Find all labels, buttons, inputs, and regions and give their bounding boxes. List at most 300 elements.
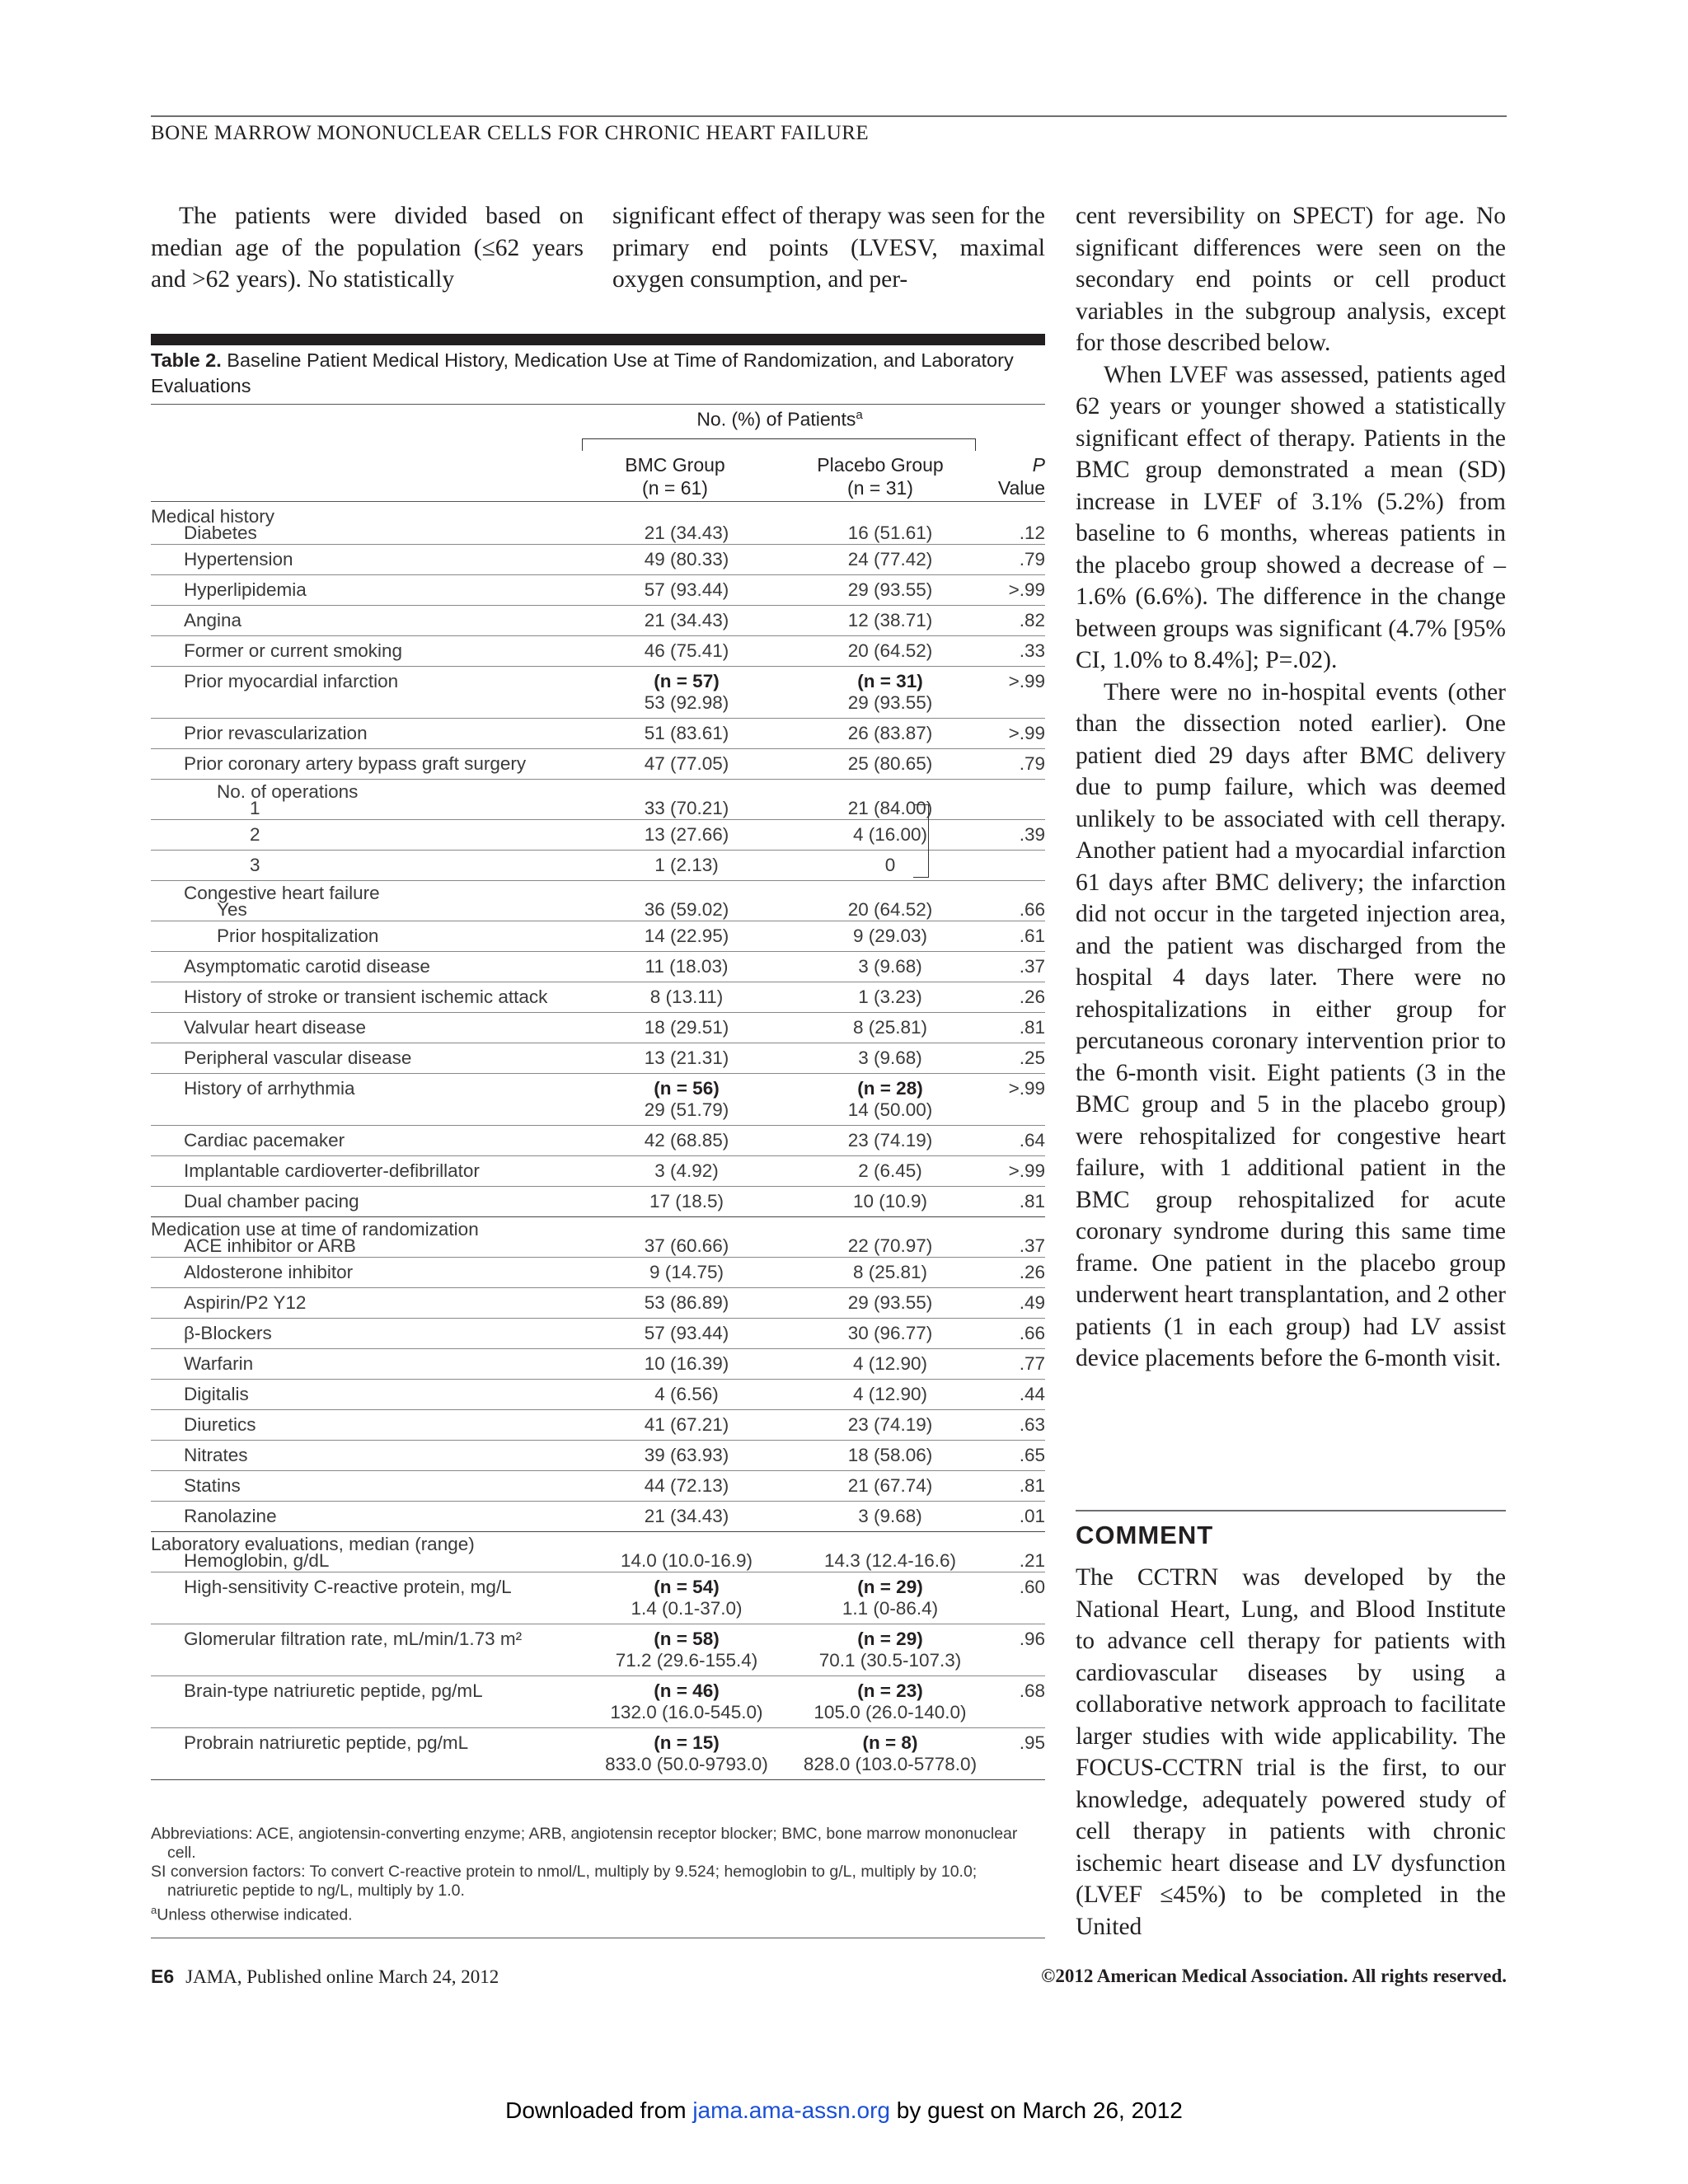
cell-value: 8 (25.81) xyxy=(852,1017,928,1038)
placebo-cell xyxy=(783,1732,997,1775)
footnote-abbreviations: Abbreviations: ACE, angiotensin-converting enzyme; ARB, angiotensin receptor blocker; BMC, bone marrow mononuclear cell. xyxy=(151,1825,1018,1862)
cell-value: 57 (93.44) xyxy=(644,579,729,600)
cell-value: 23 (74.19) xyxy=(847,1130,933,1151)
p-value-cell: .96 xyxy=(1019,1629,1045,1649)
p-value-cell: .25 xyxy=(1019,1047,1045,1068)
p-value-cell: .21 xyxy=(1019,1550,1045,1571)
cell-value: 13 (27.66) xyxy=(644,824,729,845)
placebo-cell xyxy=(783,1191,997,1212)
row-label: Diabetes xyxy=(184,523,257,543)
bmc-cell xyxy=(579,956,794,977)
row-label: Nitrates xyxy=(184,1445,248,1465)
cell-value: 20 (64.52) xyxy=(847,899,933,920)
p-value-cell: >.99 xyxy=(1008,579,1045,600)
row-label: Asymptomatic carotid disease xyxy=(184,956,430,977)
placebo-cell xyxy=(783,1414,997,1436)
table-row xyxy=(151,719,1045,749)
download-notice xyxy=(0,2097,1688,2124)
p-value-cell: .49 xyxy=(1019,1292,1045,1313)
bmc-cell xyxy=(579,610,794,631)
cell-value: 29 (93.55) xyxy=(847,692,933,713)
row-label: Prior myocardial infarction xyxy=(184,671,399,691)
p-value-cell: >.99 xyxy=(1008,1078,1045,1099)
column-header-bmc-n: (n = 61) xyxy=(642,477,708,499)
subgroup-n: (n = 29) xyxy=(857,1577,923,1597)
table-row xyxy=(151,1471,1045,1502)
cell-value: 49 (80.33) xyxy=(644,549,729,569)
comment-heading: COMMENT xyxy=(1076,1521,1214,1549)
placebo-cell xyxy=(783,523,997,544)
placebo-cell xyxy=(783,824,997,846)
bmc-cell xyxy=(579,671,794,714)
row-label: Aldosterone inhibitor xyxy=(184,1262,354,1282)
cell-value: 25 (80.65) xyxy=(847,753,933,774)
p-value-cell: .26 xyxy=(1019,1262,1045,1282)
p-value-cell: .79 xyxy=(1019,549,1045,569)
cell-value: 46 (75.41) xyxy=(644,640,729,661)
row-label: Cardiac pacemaker xyxy=(184,1130,345,1151)
cell-value: 10 (16.39) xyxy=(644,1353,729,1374)
cell-value: 11 (18.03) xyxy=(645,956,729,977)
p-value-cell: >.99 xyxy=(1008,723,1045,743)
copyright: ©2012 American Medical Association. All rights reserved. xyxy=(1041,1966,1507,1986)
placebo-cell xyxy=(783,1550,997,1572)
row-label: Prior coronary artery bypass graft surgery xyxy=(184,753,527,774)
cell-value: 44 (72.13) xyxy=(644,1475,729,1496)
table-row xyxy=(151,1013,1045,1043)
placebo-cell xyxy=(783,855,997,876)
row-label: Hyperlipidemia xyxy=(184,579,307,600)
p-value-cell: .61 xyxy=(1019,926,1045,946)
row-label: Angina xyxy=(184,610,242,630)
paragraph: When LVEF was assessed, patients aged 62 years or younger showed a statistically significant effect of therapy. Patients in the BMC group demonstrated a mean (SD) increase in LVEF of 3.1% (5.2%) from baseline to 6 months, whereas patients in the placebo group showed a decrease of –1.6% (6.6%). The difference in the change between groups was significant (4.7% [95% CI, 1.0% to 8.4%]; P=.02). xyxy=(1076,361,1506,673)
p-value-cell: .79 xyxy=(1019,753,1045,774)
subgroup-n: (n = 46) xyxy=(654,1680,720,1701)
paragraph: significant effect of therapy was seen for the primary end points (LVESV, maximal oxygen consumption, and per- xyxy=(612,203,1045,293)
placebo-cell xyxy=(783,1353,997,1375)
placebo-cell xyxy=(783,640,997,662)
bmc-cell xyxy=(579,1017,794,1038)
row-label: Laboratory evaluations, median (range) xyxy=(151,1534,475,1554)
table-row xyxy=(151,1319,1045,1349)
cell-value: 18 (58.06) xyxy=(847,1445,933,1465)
placebo-cell xyxy=(783,1047,997,1069)
cell-value: 105.0 (26.0-140.0) xyxy=(814,1702,967,1722)
bmc-cell xyxy=(579,579,794,601)
p-value-cell: >.99 xyxy=(1008,671,1045,691)
paragraph: cent reversibility on SPECT) for age. No significant differences were seen on the secondary end points or cell product variables in the subgroup analysis, except for those described below. xyxy=(1076,203,1506,356)
bmc-cell xyxy=(579,899,794,921)
row-label: Statins xyxy=(184,1475,241,1496)
cell-value: 21 (67.74) xyxy=(847,1475,933,1496)
cell-value: 14 (22.95) xyxy=(644,926,729,946)
cell-value: 132.0 (16.0-545.0) xyxy=(610,1702,763,1722)
p-value-cell: .26 xyxy=(1019,987,1045,1007)
row-label: Prior hospitalization xyxy=(217,926,379,946)
cell-value: 4 (6.56) xyxy=(654,1384,719,1404)
table-row xyxy=(151,798,1045,820)
cell-value: 47 (77.05) xyxy=(644,753,729,774)
p-value-cell: .60 xyxy=(1019,1577,1045,1597)
placebo-cell xyxy=(783,1262,997,1283)
row-label: High-sensitivity C-reactive protein, mg/L xyxy=(184,1577,512,1597)
paragraph: The CCTRN was developed by the National Heart, Lung, and Blood Institute to advance cell therapy for patients with cardiovascular diseases by using a collaborative network approach to facilitate larger studies with wide applicability. The FOCUS-CCTRN trial is the first, to our knowledge, adequately powered study of cell therapy in patients with chronic ischemic heart disease and LV dysfunction (LVEF ≤45%) to be completed in the United xyxy=(1076,1564,1506,1940)
header-rule xyxy=(151,115,1507,117)
cell-value: 12 (38.71) xyxy=(847,610,933,630)
table-row xyxy=(151,780,1045,802)
placebo-cell xyxy=(783,549,997,570)
table-body xyxy=(151,504,1045,1780)
table-row xyxy=(151,545,1045,575)
bmc-cell xyxy=(579,1047,794,1069)
table-row xyxy=(151,636,1045,667)
bmc-cell xyxy=(579,640,794,662)
placebo-cell xyxy=(783,1323,997,1344)
row-label: Warfarin xyxy=(184,1353,254,1374)
footnote-a xyxy=(151,1900,1045,1925)
group-header xyxy=(582,408,978,431)
placebo-cell xyxy=(783,926,997,947)
p-value-cell: .66 xyxy=(1019,899,1045,920)
cell-value: 2 (6.45) xyxy=(858,1160,922,1181)
published-date: Published online March 24, 2012 xyxy=(246,1966,499,1987)
placebo-cell xyxy=(783,1384,997,1405)
journal-name: JAMA, xyxy=(185,1966,242,1987)
row-label: β-Blockers xyxy=(184,1323,272,1343)
subgroup-n: (n = 54) xyxy=(654,1577,720,1597)
row-label: Yes xyxy=(217,899,247,920)
paragraph: There were no in-hospital events (other than the dissection noted earlier). One patient died 29 days after BMC delivery due to pump failure, which was deemed unlikely to be associated with cell therapy. Another patient had a myocardial infarction 61 days after BMC delivery; the infarction did not occur in the targeted injection area, and the patient was discharged from the hospital 4 days later. There were no rehospitalizations in either group for percutaneous coronary intervention prior to the 6-month visit. Eight patients (3 in the BMC group and 5 in the placebo group) were rehospitalized for congestive heart failure, with 1 additional patient in the BMC group rehospitalized for acute coronary syndrome during this same time frame. One patient in the placebo group underwent heart transplantation, and 2 other patients (1 in each group) had LV assist device placements before the 6-month visit. xyxy=(1076,678,1506,1371)
cell-value: 8 (13.11) xyxy=(649,987,724,1007)
cell-value: 9 (29.03) xyxy=(852,926,928,946)
table-row xyxy=(151,1288,1045,1319)
subgroup-n: (n = 31) xyxy=(857,671,923,691)
table-row xyxy=(151,606,1045,636)
subgroup-n: (n = 15) xyxy=(654,1732,720,1753)
cell-value: 4 (12.90) xyxy=(852,1353,928,1374)
running-head: BONE MARROW MONONUCLEAR CELLS FOR CHRONIC HEART FAILURE xyxy=(151,122,870,144)
cell-value: 36 (59.02) xyxy=(644,899,729,920)
subgroup-n: (n = 56) xyxy=(654,1078,720,1099)
placebo-cell xyxy=(783,798,997,819)
cell-value: 20 (64.52) xyxy=(847,640,933,661)
placebo-cell xyxy=(783,610,997,631)
p-value-cell: .65 xyxy=(1019,1445,1045,1465)
table-row xyxy=(151,851,1045,881)
table-row xyxy=(151,1502,1045,1532)
subgroup-n: (n = 58) xyxy=(654,1629,720,1649)
bmc-cell xyxy=(579,723,794,744)
table-row xyxy=(151,1676,1045,1728)
p-value-cell: .66 xyxy=(1019,1323,1045,1343)
bmc-cell xyxy=(579,1506,794,1527)
cell-value: 30 (96.77) xyxy=(847,1323,933,1343)
table-row xyxy=(151,1349,1045,1380)
cell-value: 13 (21.31) xyxy=(644,1047,729,1068)
row-label: Former or current smoking xyxy=(184,640,403,661)
row-label: 1 xyxy=(250,798,260,818)
row-label: Congestive heart failure xyxy=(184,883,380,903)
table-row xyxy=(151,820,1045,851)
table-row xyxy=(151,1074,1045,1126)
table-row xyxy=(151,749,1045,780)
bmc-cell xyxy=(579,1732,794,1775)
row-label: History of stroke or transient ischemic attack xyxy=(184,987,548,1007)
placebo-cell xyxy=(783,1160,997,1182)
p-value-cell: .95 xyxy=(1019,1732,1045,1753)
row-label: Valvular heart disease xyxy=(184,1017,366,1038)
page-number: E6 xyxy=(151,1966,175,1987)
cell-value: 4 (16.00) xyxy=(852,824,928,845)
cell-value: 8 (25.81) xyxy=(852,1262,928,1282)
p-value-cell: .81 xyxy=(1019,1017,1045,1038)
cell-value: 14.3 (12.4-16.6) xyxy=(823,1550,957,1571)
p-value-cell: .37 xyxy=(1019,956,1045,977)
table-row xyxy=(151,952,1045,982)
table-row xyxy=(151,1532,1045,1554)
bmc-cell xyxy=(579,1629,794,1671)
cell-value: 37 (60.66) xyxy=(644,1235,729,1256)
table-header-rule xyxy=(151,404,1045,405)
p-value-cell: .63 xyxy=(1019,1414,1045,1435)
column-header-p: P xyxy=(1032,454,1045,476)
cell-value: 3 (9.68) xyxy=(858,956,922,977)
table-row xyxy=(151,1441,1045,1471)
bmc-cell xyxy=(579,523,794,544)
row-label: Implantable cardioverter-defibrillator xyxy=(184,1160,480,1181)
row-label: Medication use at time of randomization xyxy=(151,1219,479,1240)
bmc-cell xyxy=(579,753,794,775)
cell-value: 21 (34.43) xyxy=(644,1506,729,1526)
placebo-cell xyxy=(783,987,997,1008)
cell-value: 14 (50.00) xyxy=(847,1099,933,1120)
bmc-cell xyxy=(579,824,794,846)
table-row xyxy=(151,1043,1045,1074)
bmc-cell xyxy=(579,1323,794,1344)
table-row xyxy=(151,1258,1045,1288)
table-row xyxy=(151,504,1045,527)
comment-body xyxy=(1076,1562,1506,1943)
table-row xyxy=(151,1126,1045,1156)
placebo-cell xyxy=(783,1078,997,1121)
p-value-cell: .77 xyxy=(1019,1353,1045,1374)
cell-value: 21 (34.43) xyxy=(644,610,729,630)
row-label: Peripheral vascular disease xyxy=(184,1047,412,1068)
cell-value: 41 (67.21) xyxy=(644,1414,729,1435)
cell-value: 3 (9.68) xyxy=(858,1506,922,1526)
subgroup-n: (n = 23) xyxy=(857,1680,923,1701)
table-header-bottom-rule xyxy=(151,501,1045,502)
table-row xyxy=(151,1156,1045,1187)
placebo-cell xyxy=(783,1235,997,1257)
column-header-value: Value xyxy=(997,477,1045,499)
placebo-cell xyxy=(783,1577,997,1619)
row-label: 2 xyxy=(250,824,260,845)
row-label: ACE inhibitor or ARB xyxy=(184,1235,356,1256)
p-value-cell: .44 xyxy=(1019,1384,1045,1404)
row-label: Aspirin/P2 Y12 xyxy=(184,1292,307,1313)
row-label: Hemoglobin, g/dL xyxy=(184,1550,330,1571)
placebo-cell xyxy=(783,671,997,714)
table-top-bar xyxy=(151,334,1045,345)
cell-value: 1 (3.23) xyxy=(858,987,922,1007)
table-row xyxy=(151,921,1045,952)
row-label: Brain-type natriuretic peptide, pg/mL xyxy=(184,1680,483,1701)
cell-value: 3 (4.92) xyxy=(654,1160,719,1181)
cell-value: 833.0 (50.0-9793.0) xyxy=(605,1754,768,1774)
footnote-a-text: Unless otherwise indicated. xyxy=(157,1905,353,1924)
row-label: Prior revascularization xyxy=(184,723,368,743)
footnote-si-conversion: SI conversion factors: To convert C-reactive protein to nmol/L, multiply by 9.524; hemoglobin to g/L, multiply by 10.0; natriuretic peptide to ng/L, multiply by 1.0. xyxy=(151,1863,978,1900)
bmc-cell xyxy=(579,1445,794,1466)
subgroup-n: (n = 8) xyxy=(862,1732,918,1753)
bmc-cell xyxy=(579,1292,794,1314)
bmc-cell xyxy=(579,926,794,947)
bmc-cell xyxy=(579,549,794,570)
table-row xyxy=(151,1410,1045,1441)
table-row xyxy=(151,982,1045,1013)
p-value-cell: .82 xyxy=(1019,610,1045,630)
bmc-cell xyxy=(579,798,794,819)
p-value-cell: .37 xyxy=(1019,1235,1045,1256)
placebo-cell xyxy=(783,956,997,977)
cell-value: 21 (84.00) xyxy=(847,798,933,818)
table-row xyxy=(151,1217,1045,1240)
column-header-bmc xyxy=(582,453,768,499)
cell-value: 29 (51.79) xyxy=(644,1099,729,1120)
bmc-cell xyxy=(579,1550,794,1572)
cell-value: 70.1 (30.5-107.3) xyxy=(818,1650,962,1671)
cell-value: 23 (74.19) xyxy=(847,1414,933,1435)
cell-value: 29 (93.55) xyxy=(847,579,933,600)
table-row xyxy=(151,881,1045,903)
row-label: 3 xyxy=(250,855,260,875)
cell-value: 51 (83.61) xyxy=(644,723,729,743)
row-label: Medical history xyxy=(151,506,275,527)
table-row xyxy=(151,1728,1045,1780)
table-row xyxy=(151,575,1045,606)
cell-value: 26 (83.87) xyxy=(847,723,933,743)
p-value-cell: .01 xyxy=(1019,1506,1045,1526)
subgroup-n: (n = 28) xyxy=(857,1078,923,1099)
placebo-cell xyxy=(783,899,997,921)
p-value-cell: .68 xyxy=(1019,1680,1045,1701)
placebo-cell xyxy=(783,753,997,775)
table-row xyxy=(151,1550,1045,1572)
bmc-cell xyxy=(579,1235,794,1257)
placebo-cell xyxy=(783,1130,997,1151)
column-header-placebo-label: Placebo Group xyxy=(817,454,944,476)
placebo-cell xyxy=(783,579,997,601)
subgroup-n: (n = 29) xyxy=(857,1629,923,1649)
row-label: Diuretics xyxy=(184,1414,256,1435)
cell-value: 42 (68.85) xyxy=(644,1130,729,1151)
p-value-cell: .81 xyxy=(1019,1475,1045,1496)
table-caption-text: Baseline Patient Medical History, Medication Use at Time of Randomization, and Laboratory Evaluations xyxy=(151,349,1014,396)
bmc-cell xyxy=(579,1475,794,1497)
placebo-cell xyxy=(783,1292,997,1314)
p-value-cell: >.99 xyxy=(1008,1160,1045,1181)
p-value-cell: .81 xyxy=(1019,1191,1045,1212)
cell-value: 71.2 (29.6-155.4) xyxy=(615,1650,758,1671)
cell-value: 33 (70.21) xyxy=(644,798,729,818)
footnote-a-mark: a xyxy=(151,1904,157,1916)
cell-value: 1.4 (0.1-37.0) xyxy=(631,1598,743,1619)
cell-value: 22 (70.97) xyxy=(847,1235,933,1256)
row-label: Dual chamber pacing xyxy=(184,1191,359,1212)
cell-value: 828.0 (103.0-5778.0) xyxy=(803,1754,978,1774)
table-caption xyxy=(151,348,1045,399)
cell-value: 53 (92.98) xyxy=(644,692,729,713)
cell-value: 39 (63.93) xyxy=(644,1445,729,1465)
group-header-bracket xyxy=(582,438,976,451)
placebo-cell xyxy=(783,1680,997,1723)
bmc-cell xyxy=(579,855,794,876)
download-suffix: by guest on March 26, 2012 xyxy=(896,2097,1183,2123)
cell-value: 4 (12.90) xyxy=(852,1384,928,1404)
bmc-cell xyxy=(579,1262,794,1283)
placebo-cell xyxy=(783,723,997,744)
row-label: Ranolazine xyxy=(184,1506,277,1526)
cell-value: 16 (51.61) xyxy=(847,523,933,543)
placebo-cell xyxy=(783,1445,997,1466)
download-link[interactable]: jama.ama-assn.org xyxy=(692,2097,890,2123)
row-label: History of arrhythmia xyxy=(184,1078,355,1099)
cell-value: 10 (10.9) xyxy=(852,1191,928,1212)
download-prefix: Downloaded from xyxy=(505,2097,687,2123)
table-label: Table 2. xyxy=(151,349,222,371)
row-label: Hypertension xyxy=(184,549,293,569)
table-footnotes xyxy=(151,1825,1045,1925)
bmc-cell xyxy=(579,1078,794,1121)
cell-value: 0 xyxy=(884,855,896,875)
table-row xyxy=(151,1380,1045,1410)
section-rule xyxy=(1076,1510,1506,1511)
bmc-cell xyxy=(579,1191,794,1212)
bmc-cell xyxy=(579,987,794,1008)
cell-value: 1.1 (0-86.4) xyxy=(842,1598,939,1619)
column-header-placebo xyxy=(787,453,973,499)
cell-value: 53 (86.89) xyxy=(644,1292,729,1313)
placebo-cell xyxy=(783,1475,997,1497)
cell-value: 57 (93.44) xyxy=(644,1323,729,1343)
cell-value: 17 (18.5) xyxy=(649,1191,724,1212)
row-label: No. of operations xyxy=(217,781,359,802)
cell-value: 9 (14.75) xyxy=(649,1262,724,1282)
bmc-cell xyxy=(579,1353,794,1375)
placebo-cell xyxy=(783,1629,997,1671)
cell-value: 18 (29.51) xyxy=(644,1017,729,1038)
table-row xyxy=(151,667,1045,719)
page-footer-left xyxy=(151,1966,499,1988)
row-label: Glomerular filtration rate, mL/min/1.73 m² xyxy=(184,1629,523,1649)
subgroup-n: (n = 57) xyxy=(654,671,720,691)
table-row xyxy=(151,1572,1045,1624)
p-value-cell: .12 xyxy=(1019,523,1045,543)
column-header-bmc-label: BMC Group xyxy=(625,454,725,476)
p-value-cell: .33 xyxy=(1019,640,1045,661)
column-header-placebo-n: (n = 31) xyxy=(847,477,913,499)
table-row xyxy=(151,1187,1045,1217)
bmc-cell xyxy=(579,1384,794,1405)
footnote-mark: a xyxy=(856,408,863,422)
cell-value: 3 (9.68) xyxy=(858,1047,922,1068)
table-row xyxy=(151,523,1045,545)
p-value-cell: .64 xyxy=(1019,1130,1045,1151)
cell-value: 24 (77.42) xyxy=(847,549,933,569)
column-header-p-value xyxy=(981,453,1045,499)
bmc-cell xyxy=(579,1130,794,1151)
